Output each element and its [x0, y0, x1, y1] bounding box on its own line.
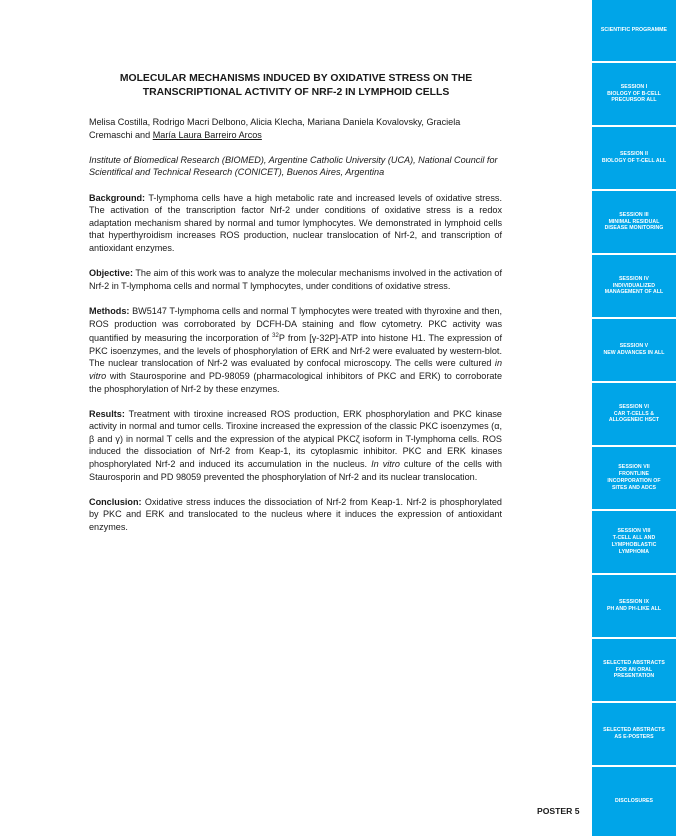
sidebar-item-session-4[interactable]: [592, 255, 676, 317]
methods-heading: Methods:: [89, 305, 130, 316]
results-heading: Results:: [89, 408, 125, 419]
sidebar-item-label: SESSION I BIOLOGY OF B-CELL PRECURSOR ALL: [607, 83, 661, 104]
sidebar-item-session-1[interactable]: [592, 63, 676, 125]
methods-text-1: BW5147 T-lymphoma cells and normal T lymphocytes were treated with thyroxine and then, ROS production was corroborated by DCFH-DA staining and flow cytometry. PKC activity was quantified by measuring the incorporation of: [89, 305, 502, 344]
sidebar-item-label: SESSION VIII T-CELL ALL AND LYMPHOBLASTIC LYMPHOMA: [611, 528, 657, 555]
methods-text-3: with Staurosporine and PD-98059 (pharmacological inhibitors of PKC and ERK) to corroborate the phosphorylation of Nrf-2 by these enzymes.: [89, 370, 502, 394]
sidebar-item-label: SELECTED ABSTRACTS FOR AN ORAL PRESENTATION: [603, 659, 665, 680]
sidebar-item-oral-abstracts[interactable]: [592, 639, 676, 701]
sidebar-item-label: SCIENTIFIC PROGRAMME: [600, 27, 668, 34]
background-text: T-lymphoma cells have a high metabolic rate and increased levels of oxidative stress. The activation of the transcription factor Nrf-2 under conditions of oxidative stress is a redox adaptation mechanism shared by normal and tumor lymphocytes. We demonstrated in lymphoid cells that hyperthyroidism increases ROS production, nuclear translocation of Nrf-2, and transcription of antioxidant enzymes.: [89, 192, 502, 253]
sidebar-item-session-2[interactable]: [592, 127, 676, 189]
sidebar-item-label: SESSION IX PH AND PH-LIKE ALL: [606, 599, 662, 612]
sidebar-item-session-7[interactable]: [592, 447, 676, 509]
sidebar-item-label: SESSION II BIOLOGY OF T-CELL ALL: [601, 151, 667, 164]
abstract-body: [89, 116, 502, 546]
sidebar-item-disclosures[interactable]: [592, 767, 676, 836]
poster-number: POSTER 5: [537, 806, 580, 816]
authors-line: [89, 116, 502, 141]
sidebar-item-session-8[interactable]: [592, 511, 676, 573]
results-italic: In vitro: [371, 459, 400, 470]
results-text-2: culture of the cells with Staurosporin and PD 98059 prevented the phosphorylation of Nrf-2 and its nuclear translocation.: [89, 459, 502, 482]
sidebar-item-session-6[interactable]: [592, 383, 676, 445]
sidebar-item-label: DISCLOSURES: [614, 798, 654, 805]
sidebar-item-label: SESSION VII FRONTLINE INCORPORATION OF SITES AND ADCS: [607, 464, 661, 491]
authors-list: Melisa Costilla, Rodrigo Macri Delbono, Alicia Klecha, Mariana Daniela Kovalovsky, Graciela Cremaschi and: [89, 117, 461, 140]
institution-affiliation: Institute of Biomedical Research (BIOMED), Argentine Catholic University (UCA), National Council for Scientifical and Technical Research (CONICET), Buenos Aires, Argentina: [89, 154, 498, 178]
sidebar-item-label: SESSION VI CAR T-CELLS & ALLOGENEIC HSCT: [608, 403, 660, 424]
results-text-1: Treatment with tiroxine increased ROS production, ERK phosphorylation and PKC kinase activity in normal and tumor cells. Tiroxine increased the expression of the classic PKC isoenzymes (α, β and γ) in normal T cells and the expression of the atypical PKCζ isoform in T-lymphoma cells. ROS induced the dissociation of Nrf-2 from Keap-1, its cytoplasmic inhibitor. PKC and ERK kinases phosphorylated Nrf-2 and induced its accumulation in the nucleus.: [89, 408, 502, 470]
methods-italic: in vitro: [89, 358, 502, 381]
abstract-title: MOLECULAR MECHANISMS INDUCED BY OXIDATIVE STRESS ON THE TRANSCRIPTIONAL ACTIVITY OF NRF-2 IN LYMPHOID CELLS: [119, 73, 473, 98]
conclusion-section: [89, 496, 502, 534]
sidebar-item-label: SESSION III MINIMAL RESIDUAL DISEASE MONITORING: [604, 211, 664, 232]
sidebar-item-label: SESSION V NEW ADVANCES IN ALL: [603, 343, 665, 356]
sidebar-item-session-3[interactable]: [592, 191, 676, 253]
sidebar-nav: [592, 0, 676, 836]
results-section: [89, 408, 502, 484]
background-section: [89, 192, 502, 255]
methods-text-2: P from [γ-32P]-ATP into histone H1. The expression of PKC isoenzymes, and the levels of phosphorylation of ERK and Nrf-2 were evaluated by western-blot. The nuclear translocation of Nrf-2 was evaluated by confocal microscopy. The cells were cultured: [89, 333, 502, 369]
sidebar-item-session-5[interactable]: [592, 319, 676, 381]
objective-section: [89, 267, 502, 292]
background-heading: Background:: [89, 192, 146, 203]
presenting-author: María Laura Barreiro Arcos: [152, 129, 262, 140]
sidebar-item-label: SESSION IV INDIVIDUALIZED MANAGEMENT OF ALL: [604, 275, 664, 296]
methods-section: [89, 305, 502, 395]
conclusion-heading: Conclusion:: [89, 496, 142, 507]
objective-text: The aim of this work was to analyze the molecular mechanisms involved in the activation of Nrf-2 in T-lymphoma cells and normal T lymphocytes, under conditions of oxidative stress.: [89, 268, 502, 291]
conclusion-text: Oxidative stress induces the dissociation of Nrf-2 from Keap-1. Nrf-2 is phosphorylated by PKC and ERK and translocated to the nucleus where it induces the expression of antioxidant enzymes.: [89, 496, 502, 533]
methods-superscript: 32: [272, 333, 279, 340]
objective-heading: Objective:: [89, 268, 133, 279]
sidebar-item-session-9[interactable]: [592, 575, 676, 637]
sidebar-item-scientific-programme[interactable]: [592, 0, 676, 61]
sidebar-item-label: SELECTED ABSTRACTS AS E-POSTERS: [603, 727, 665, 740]
sidebar-item-e-posters[interactable]: [592, 703, 676, 765]
